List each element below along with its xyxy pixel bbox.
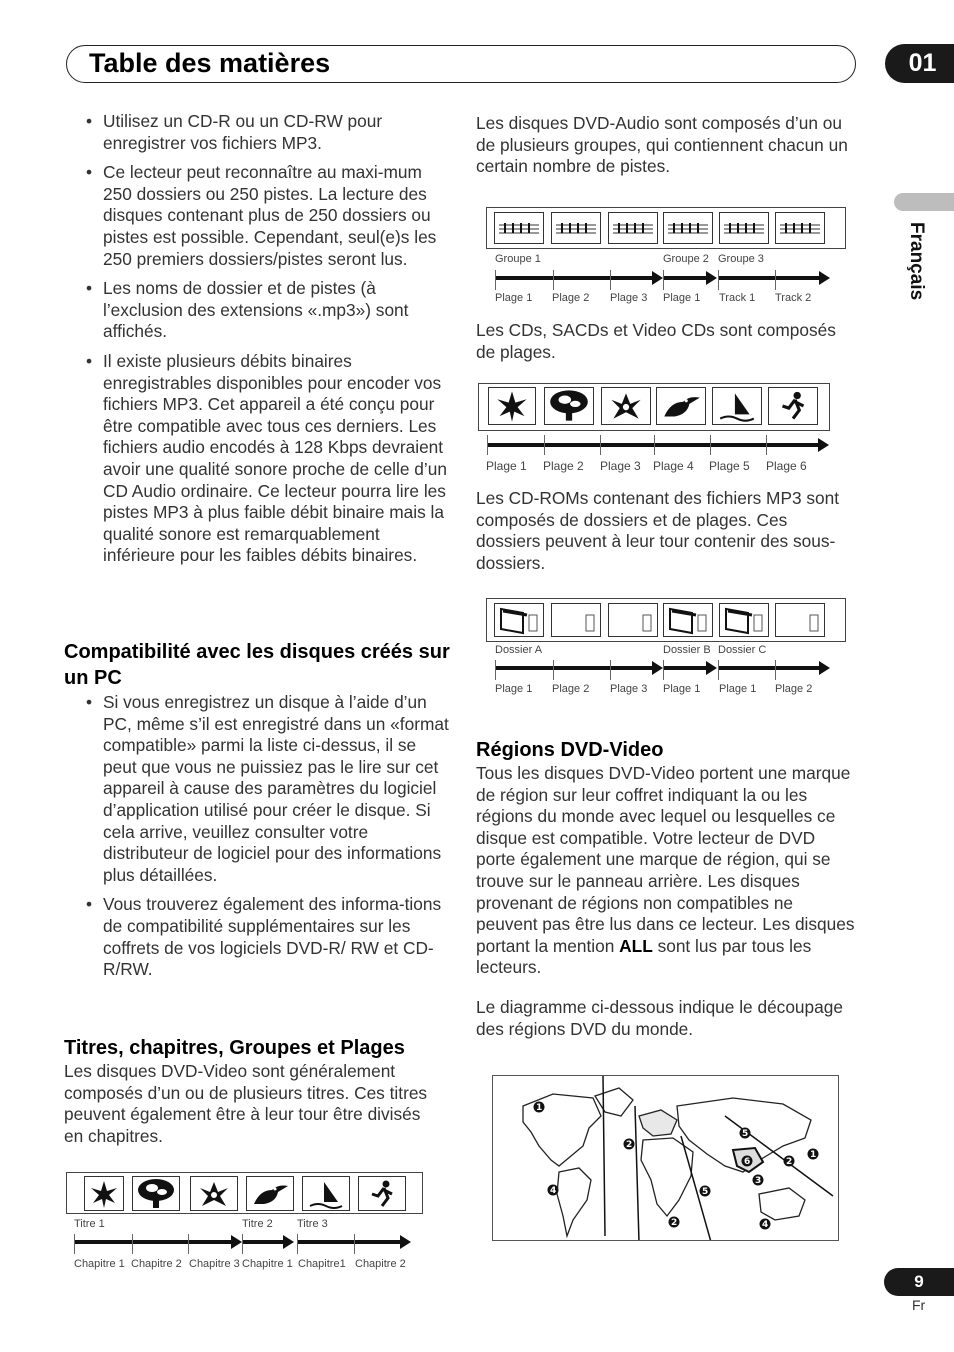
language-label: Français	[906, 222, 927, 301]
track-arrow	[487, 443, 819, 447]
group-label: Groupe 3	[718, 253, 764, 265]
language-tab	[894, 193, 954, 211]
bullet-list-compat	[84, 692, 450, 989]
windsurf-icon	[302, 1176, 350, 1211]
heading-titles: Titres, chapitres, Groupes et Plages	[64, 1037, 405, 1059]
tick	[766, 435, 767, 455]
page-title: Table des matières	[89, 48, 331, 78]
tree-icon	[132, 1176, 180, 1211]
leaf-icon	[84, 1176, 124, 1211]
music-icon	[663, 212, 713, 244]
item-label: Chapitre 3	[189, 1258, 240, 1270]
tick	[495, 660, 496, 680]
region-map	[492, 1075, 839, 1241]
tick	[663, 660, 664, 680]
region-number: 5	[702, 1187, 709, 1197]
folder-icon	[663, 603, 713, 637]
group-label: Dossier A	[495, 644, 543, 656]
item-label: Track 1	[719, 292, 756, 304]
tick	[242, 1234, 243, 1254]
tick	[553, 270, 554, 290]
toucan-icon	[656, 387, 706, 425]
group-label: Groupe 1	[495, 253, 541, 265]
music-icon	[719, 212, 769, 244]
tick	[775, 270, 776, 290]
tick	[710, 435, 711, 455]
para-map: Le diagramme ci-dessous indique le découpage des régions DVD du monde.	[476, 997, 843, 1039]
region-number: 6	[744, 1157, 751, 1167]
group-arrow	[663, 666, 707, 670]
item-label: Plage 2	[552, 292, 590, 304]
item-label: Chapitre 1	[242, 1258, 293, 1270]
lily-icon	[601, 387, 651, 425]
title-bar	[66, 45, 856, 83]
music-icon	[494, 212, 544, 244]
item-label: Plage 2	[775, 683, 813, 695]
toucan-icon	[246, 1176, 294, 1211]
tick	[297, 1234, 298, 1254]
item-label: Chapitre1	[298, 1258, 346, 1270]
para-regions	[476, 763, 856, 979]
tick	[600, 435, 601, 455]
item-label: Chapitre 2	[355, 1258, 406, 1270]
mp3-diagram	[486, 598, 846, 698]
world-map-svg	[493, 1076, 839, 1241]
tick	[132, 1234, 133, 1254]
heading-compat: Compatibilité avec les disques créés sur un PC	[64, 641, 450, 689]
region-number: 2	[786, 1157, 793, 1167]
para-cd: Les CDs, SACDs et Video CDs sont composés de plages.	[476, 320, 836, 362]
folder-icon	[494, 603, 544, 637]
file-icon	[551, 603, 601, 637]
dvd-audio-diagram	[486, 207, 846, 307]
list-item: • Les noms de dossier et de pistes (à l’exclusion des extensions «.mp3») sont affichés.	[84, 278, 450, 343]
group-arrow	[718, 666, 820, 670]
file-icon	[775, 603, 825, 637]
item-label: Plage 6	[766, 459, 807, 473]
skater-icon	[768, 387, 818, 425]
item-label: Plage 3	[600, 459, 641, 473]
item-label: Plage 1	[719, 683, 757, 695]
bullet-list-mp3	[84, 111, 450, 575]
list-item: • Utilisez un CD-R ou un CD-RW pour enregistrer vos fichiers MP3.	[84, 111, 450, 154]
item-label: Plage 2	[543, 459, 584, 473]
music-icon	[551, 212, 601, 244]
chapter-badge: 01	[885, 44, 954, 83]
group-arrow	[718, 276, 820, 280]
item-label: Plage 2	[552, 683, 590, 695]
file-icon	[608, 603, 658, 637]
list-item: • Si vous enregistrez un disque à l’aide d’un PC, même s’il est enregistré dans un «format compatible» parmi la liste ci-dessus, il se peut que vous ne puissiez pas le lire sur cet appareil à cause des paramètres du logiciel d’application utilisé pour créer le disque. Si cela arrive, veuillez consulter votre distributeur de logiciel pour des informations plus détaillées.	[84, 692, 450, 886]
group-label: Dossier B	[663, 644, 711, 656]
tick	[188, 1234, 189, 1254]
item-label: Plage 5	[709, 459, 750, 473]
folder-icon	[719, 603, 769, 637]
tick	[654, 435, 655, 455]
group-label: Titre 3	[297, 1218, 328, 1230]
tick	[718, 660, 719, 680]
item-label: Chapitre 1	[74, 1258, 125, 1270]
item-label: Plage 1	[495, 292, 533, 304]
region-number: 5	[742, 1129, 749, 1139]
list-item: • Il existe plusieurs débits binaires enregistrables disponibles pour encoder vos fichiers MP3. Cet appareil a été conçu pour être compatible avec tous ces derniers. Les fichiers audio encodés à 128 Kbps devraient avoir une qualité sonore proche de celle d’un CD Audio ordinaire. Ce lecteur pourra lire les pistes MP3 à plus faible débit binaire mais la qualité sonore est remarquablement inférieure pour les faibles débits binaires.	[84, 351, 450, 567]
group-arrow	[663, 276, 707, 280]
group-arrow	[495, 666, 653, 670]
tree-icon	[544, 387, 594, 425]
group-arrow	[74, 1240, 232, 1244]
item-label: Plage 1	[495, 683, 533, 695]
region-number: 2	[671, 1218, 678, 1228]
para-mp3: Les CD-ROMs contenant des fichiers MP3 sont composés de dossiers et de plages. Ces dossiers peuvent à leur tour contenir des sous-dossiers.	[476, 488, 840, 573]
tick	[487, 435, 488, 455]
region-number: 2	[626, 1140, 633, 1150]
page-number: 9	[884, 1268, 954, 1296]
region-number: 1	[536, 1103, 543, 1113]
leaf-icon	[488, 387, 536, 425]
para-regions-text-end: sont lus par tous les lecteurs.	[476, 935, 812, 978]
tick	[610, 270, 611, 290]
region-number: 3	[755, 1176, 762, 1186]
item-label: Plage 4	[653, 459, 694, 473]
tick	[544, 435, 545, 455]
item-label: Plage 1	[486, 459, 527, 473]
tick	[495, 270, 496, 290]
item-label: Plage 3	[610, 683, 648, 695]
para-audio: Les disques DVD-Audio sont composés d’un ou de plusieurs groupes, qui contiennent chacun un certain nombre de pistes.	[476, 113, 848, 177]
list-item: • Vous trouverez également des informa-tions de compatibilité supplémentaires sur les coffrets de vos logiciels DVD-R/ RW et CD-R/RW.	[84, 894, 450, 980]
group-label: Groupe 2	[663, 253, 709, 265]
tick	[718, 270, 719, 290]
tick	[354, 1234, 355, 1254]
cd-diagram	[478, 383, 833, 479]
para-regions-text: Tous les disques DVD-Video portent une marque de région sur leur coffret indiquant la ou les régions du monde avec lequel ou lesquelles ce disque est compatible. Votre lecteur de DVD porte également une marque de région, qui se trouve sur le panneau arrière. Les disques provenant de régions non compatibles ne peuvent pas être lus dans ce lecteur. Les disques portant la mention	[476, 763, 855, 956]
lily-icon	[190, 1176, 238, 1211]
para-titles: Les disques DVD-Video sont généralement composés d’un ou de plusieurs titres. Ces titres peuvent également être à leur tour être divisés en chapitres.	[64, 1061, 428, 1146]
group-arrow	[242, 1240, 284, 1244]
group-label: Titre 1	[74, 1218, 105, 1230]
tick	[74, 1234, 75, 1254]
skater-icon	[358, 1176, 406, 1211]
region-number: 4	[550, 1186, 557, 1196]
region-number: 1	[810, 1150, 817, 1160]
tick	[775, 660, 776, 680]
tick	[610, 660, 611, 680]
windsurf-icon	[712, 387, 762, 425]
music-icon	[608, 212, 658, 244]
all-bold: ALL	[619, 935, 653, 956]
list-item: • Ce lecteur peut reconnaître au maxi-mum 250 dossiers ou 250 pistes. La lecture des disques contenant plus de 250 dossiers ou pistes est possible. Cependant, seul(e)s les 250 premiers dossiers/pistes seront lus.	[84, 162, 450, 270]
group-label: Dossier C	[718, 644, 767, 656]
heading-regions: Régions DVD-Video	[476, 739, 664, 761]
item-label: Chapitre 2	[131, 1258, 182, 1270]
tick	[663, 270, 664, 290]
group-arrow	[495, 276, 653, 280]
tick	[553, 660, 554, 680]
group-label: Titre 2	[242, 1218, 273, 1230]
item-label: Plage 1	[663, 292, 701, 304]
group-arrow	[297, 1240, 401, 1244]
music-icon	[775, 212, 825, 244]
page-language: Fr	[912, 1297, 926, 1313]
region-number: 4	[762, 1220, 769, 1230]
item-label: Track 2	[775, 292, 812, 304]
dvd-video-diagram	[66, 1172, 426, 1277]
item-label: Plage 1	[663, 683, 701, 695]
item-label: Plage 3	[610, 292, 648, 304]
